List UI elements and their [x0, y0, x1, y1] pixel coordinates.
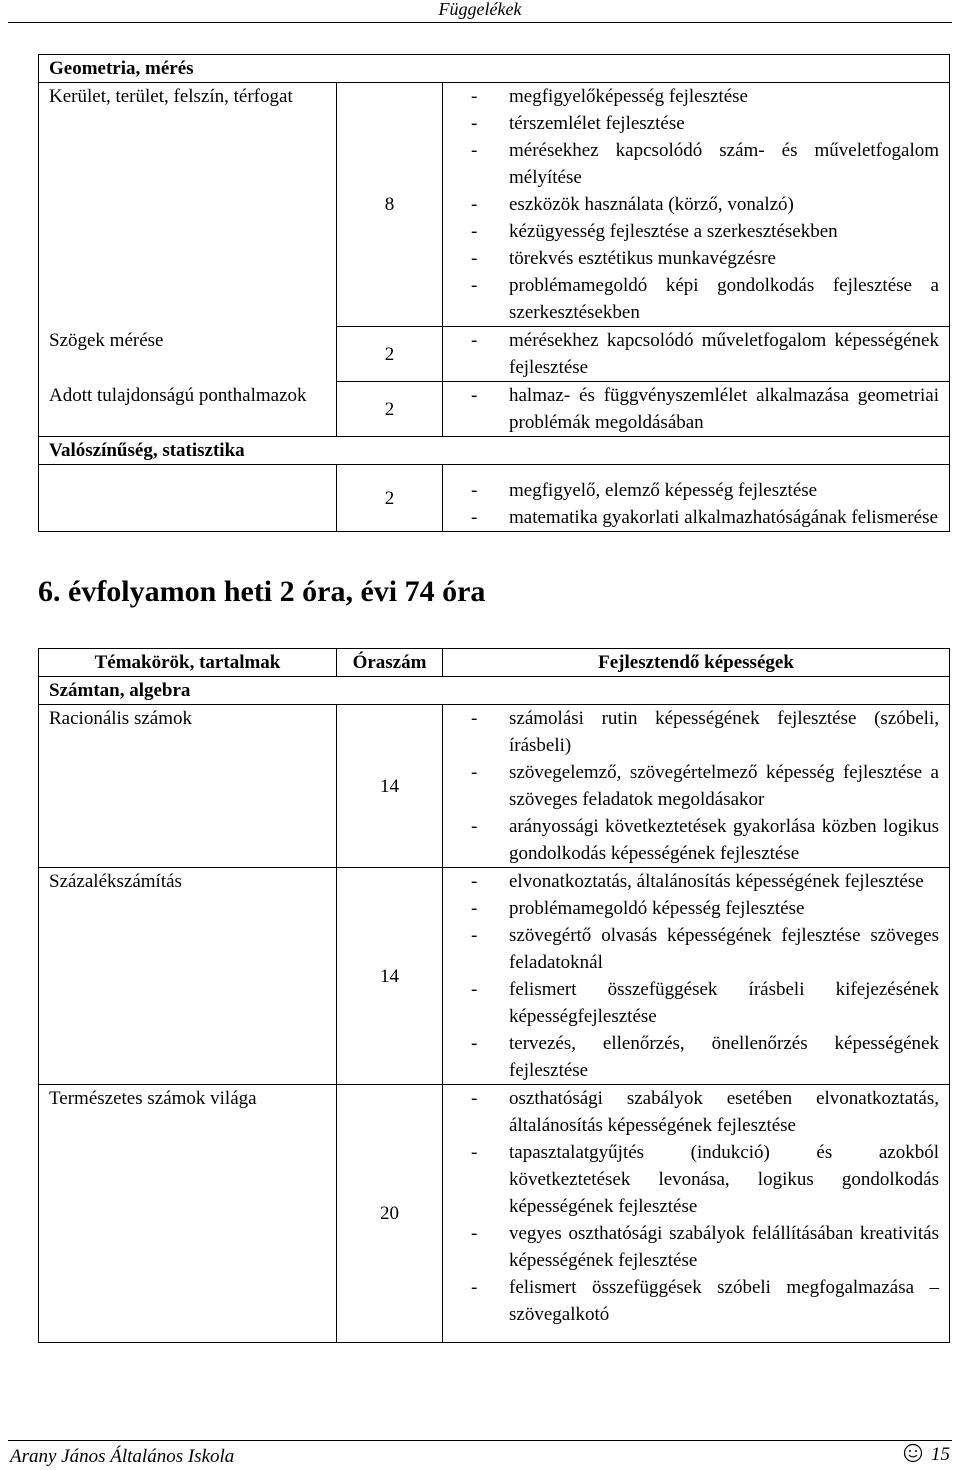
skill-item: - megfigyelőképesség fejlesztése: [443, 83, 939, 110]
topic-cell: Racionális számok: [39, 705, 337, 868]
hours-cell: 14: [337, 868, 443, 1085]
curriculum-table-grade6: [38, 648, 950, 1343]
hours-cell: 2: [337, 382, 443, 437]
footer-page: [903, 1443, 950, 1467]
grade-heading: 6. évfolyamon heti 2 óra, évi 74 óra: [38, 575, 486, 608]
topic-cell: [39, 465, 337, 532]
footer-school-name: Arany János Általános Iskola: [10, 1446, 235, 1467]
skill-item: - kézügyesség fejlesztése a szerkesztésekben: [443, 218, 939, 245]
topic-cell: Szögek mérése: [39, 327, 337, 382]
section-heading-probability: Valószínűség, statisztika: [39, 437, 950, 465]
hours-cell: 8: [337, 83, 443, 327]
table-row: [39, 83, 950, 327]
header-rule: [8, 22, 952, 23]
skill-item: - megfigyelő, elemző képesség fejlesztése: [443, 477, 939, 504]
skill-item: - halmaz- és függvényszemlélet alkalmazása geometriai problémák megoldásában: [443, 382, 939, 436]
skills-list: [443, 868, 939, 1084]
skill-item: - problémamegoldó képesség fejlesztése: [443, 895, 939, 922]
topic-cell: Adott tulajdonságú ponthalmazok: [39, 382, 337, 437]
skill-item: - oszthatósági szabályok esetében elvonatkoztatás, általánosítás képességének fejlesztése: [443, 1085, 939, 1139]
skill-item: - mérésekhez kapcsolódó műveletfogalom képességének fejlesztése: [443, 327, 939, 381]
topic-cell: Természetes számok világa: [39, 1085, 337, 1343]
skill-item: - számolási rutin képességének fejlesztése (szóbeli, írásbeli): [443, 705, 939, 759]
table-row: [39, 868, 950, 1085]
column-header-skills: Fejlesztendő képességek: [443, 649, 950, 677]
skill-item: - szövegértő olvasás képességének fejlesztése szöveges feladatoknál: [443, 922, 939, 976]
table-row: [39, 327, 950, 382]
topic-cell: Százalékszámítás: [39, 868, 337, 1085]
column-header-hours: Óraszám: [337, 649, 443, 677]
skill-item: - eszközök használata (körző, vonalzó): [443, 191, 939, 218]
skill-item: - mérésekhez kapcsolódó szám- és műveletfogalom mélyítése: [443, 137, 939, 191]
hours-cell: 14: [337, 705, 443, 868]
skill-item: - problémamegoldó képi gondolkodás fejlesztése a szerkesztésekben: [443, 272, 939, 326]
skill-item: - vegyes oszthatósági szabályok felállításában kreativitás képességének fejlesztése: [443, 1220, 939, 1274]
smiley-icon: [903, 1443, 923, 1463]
running-header: Függelékek: [438, 0, 522, 19]
skills-list: [443, 1085, 939, 1328]
curriculum-table-grade5-end: [38, 54, 950, 532]
page-number: 15: [931, 1444, 950, 1465]
skills-list: [443, 83, 939, 326]
skill-item: - arányossági következtetések gyakorlása közben logikus gondolkodás képességének fejlesztése: [443, 813, 939, 867]
skill-item: - felismert összefüggések írásbeli kifejezésének képességfejlesztése: [443, 976, 939, 1030]
skills-list: [443, 705, 939, 867]
hours-cell: 2: [337, 327, 443, 382]
skill-item: - térszemlélet fejlesztése: [443, 110, 939, 137]
skill-item: - felismert összefüggések szóbeli megfogalmazása – szövegalkotó: [443, 1274, 939, 1328]
skill-item: - tapasztalatgyűjtés (indukció) és azokból következtetések levonása, logikus gondolkodás képességének fejlesztése: [443, 1139, 939, 1220]
skills-list: [443, 477, 939, 531]
skill-item: - elvonatkoztatás, általánosítás képességének fejlesztése: [443, 868, 939, 895]
skill-item: - törekvés esztétikus munkavégzésre: [443, 245, 939, 272]
table-row: [39, 465, 950, 532]
skills-list: [443, 382, 939, 436]
skill-item: - matematika gyakorlati alkalmazhatóságának felismerése: [443, 504, 939, 531]
skill-item: - tervezés, ellenőrzés, önellenőrzés képességének fejlesztése: [443, 1030, 939, 1084]
skill-item: - szövegelemző, szövegértelmező képesség fejlesztése a szöveges feladatok megoldásakor: [443, 759, 939, 813]
section-heading-geometry: Geometria, mérés: [39, 55, 950, 83]
section-heading-arithmetic: Számtan, algebra: [39, 677, 950, 705]
table-row: [39, 705, 950, 868]
column-header-topics: Témakörök, tartalmak: [39, 649, 337, 677]
table-row: [39, 382, 950, 437]
hours-cell: 20: [337, 1085, 443, 1343]
hours-cell: 2: [337, 465, 443, 532]
topic-cell: Kerület, terület, felszín, térfogat: [39, 83, 337, 327]
table-row: [39, 1085, 950, 1343]
footer-rule: [8, 1440, 952, 1441]
skills-list: [443, 327, 939, 381]
